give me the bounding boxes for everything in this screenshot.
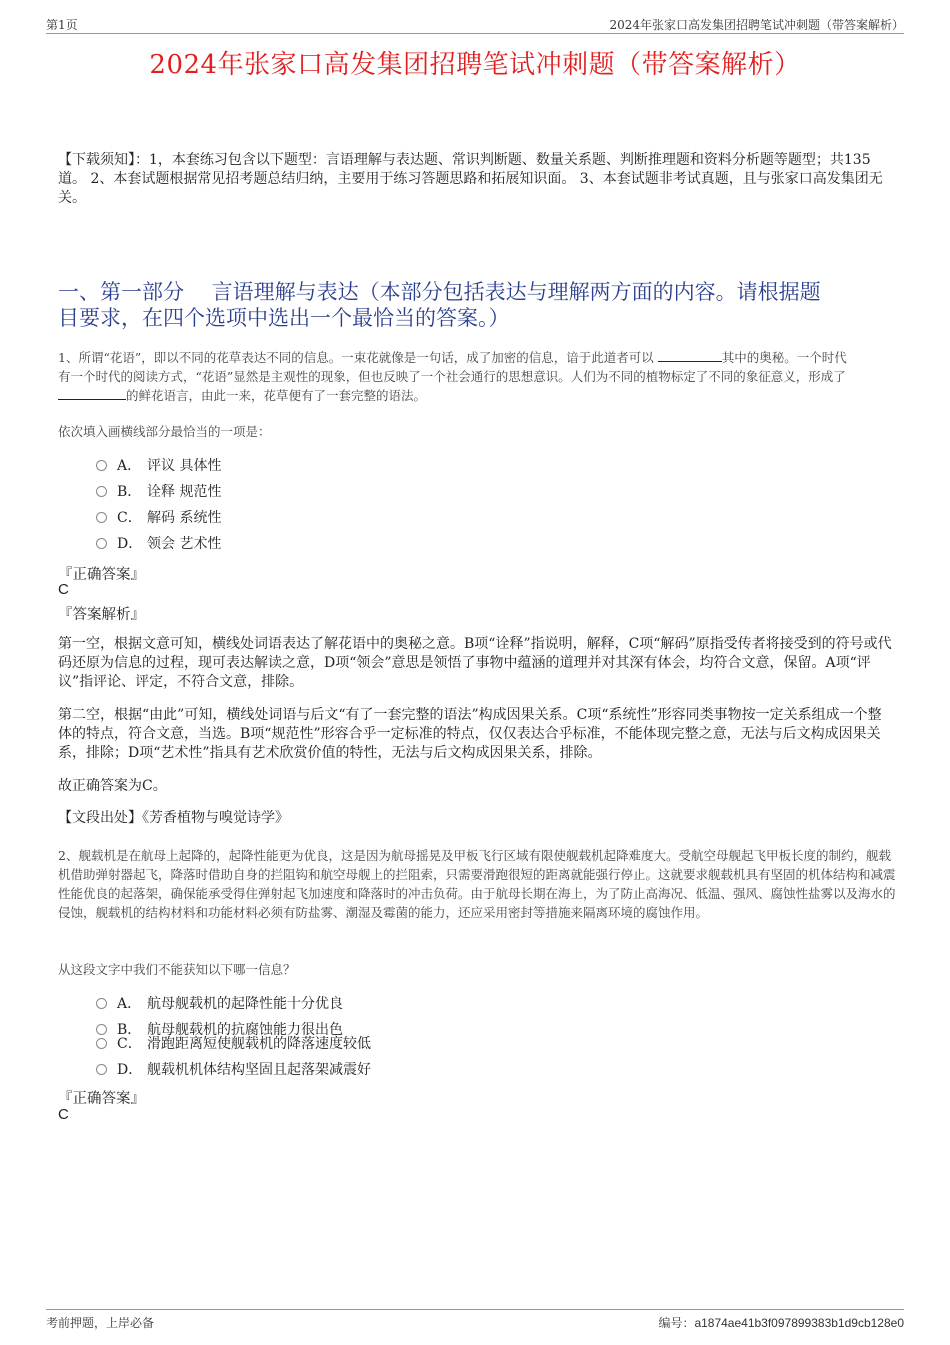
blank-2 <box>58 387 126 400</box>
question-1-text-part-b: 其中的奥秘。一个时代 <box>721 350 847 365</box>
question-1-text-part-d: 的鲜花语言，由此一来，花草便有了一套完整的语法。 <box>126 388 427 403</box>
question-2-option-c[interactable]: C． 滑跑距离短使舰载机的降落速度较低 <box>96 1034 371 1054</box>
page-title: 2024年张家口高发集团招聘笔试冲刺题（带答案解析） <box>149 50 801 80</box>
footer-divider <box>46 1309 904 1310</box>
radio-icon[interactable] <box>96 1024 107 1035</box>
footer-slogan: 考前押题，上岸必备 <box>46 1316 155 1330</box>
radio-icon[interactable] <box>96 1064 107 1075</box>
section-heading-line2: 目要求，在四个选项中选出一个最恰当的答案。） <box>58 306 510 330</box>
question-1-text-part-c: 有一个时代的阅读方式，“花语”显然是主观性的现象，但也反映了一个社会通行的思想意识。人们为不同的植物标定了不同的象征意义，形成了 <box>58 369 846 384</box>
blank-1 <box>658 349 722 362</box>
question-1-text <box>58 348 898 405</box>
question-1-analysis-p2: 第二空，根据“由此”可知，横线处词语与后文“有了一套完整的语法”构成因果关系。C项“系统性”形容同类事物按一定关系组成一个整体的特点，符合文意，当选。B项“规范性”形容合乎一定标准的特点，仅仅表达合乎标准，不能体现完整之意，无法与后文构成因果关系，排除；D项“艺术性”指具有艺术欣赏价值的特性，无法与后文构成因果关系，排除。 <box>58 707 882 761</box>
radio-icon[interactable] <box>96 1038 107 1049</box>
question-2-prompt: 从这段文字中我们不能获知以下哪一信息？ <box>58 962 296 977</box>
question-1-analysis-p3: 故正确答案为C。 <box>58 778 167 794</box>
footer-serial-number: 编号：a1874ae41b3f097899383b1d9cb128e0 <box>658 1316 904 1330</box>
question-1-analysis-label: 『答案解析』 <box>58 607 145 623</box>
question-2-text: 2、舰载机是在航母上起降的，起降性能更为优良，这是因为航母摇晃及甲板飞行区域有限使舰载机起降难度大。受航空母舰起飞甲板长度的制约，舰载机借助弹射器起飞，降落时借助自身的拦阻钩和航空母舰上的拦阻索，只需要滑跑很短的距离就能强行停止。这就要求舰载机具有坚固的机体结构和减震性能优良的起落架，确保能承受得住弹射起飞加速度和降落时的冲击负荷。由于航母长期在海上，为了防止高海况、低温、强风、腐蚀性盐雾以及海水的侵蚀，舰载机的结构材料和功能材料必须有防盐雾、潮湿及霉菌的能力，还应采用密封等措施来隔离环境的腐蚀作用。 <box>58 848 896 920</box>
header-doc-title: 2024年张家口高发集团招聘笔试冲刺题（带答案解析） <box>609 18 904 32</box>
question-2-answer: C <box>58 1106 69 1123</box>
question-1-text-part-a: 1、所谓“花语”，即以不同的花草表达不同的信息。一束花就像是一句话，成了加密的信息，谙于此道者可以 <box>58 350 654 365</box>
section-heading-line1: 一、第一部分 言语理解与表达（本部分包括表达与理解两方面的内容。请根据题 <box>58 280 821 304</box>
question-1-answer: C <box>58 581 69 598</box>
question-2-option-b[interactable]: B． 航母舰载机的抗腐蚀能力很出色 <box>96 1020 343 1040</box>
question-1-source: 【文段出处】《芳香植物与嗅觉诗学》 <box>58 810 289 826</box>
question-1-option-b[interactable]: B． 诠释 规范性 <box>96 482 221 502</box>
question-1-option-c[interactable]: C． 解码 系统性 <box>96 508 221 528</box>
question-1-option-d[interactable]: D． 领会 艺术性 <box>96 534 221 554</box>
question-1-option-a[interactable]: A． 评议 具体性 <box>96 456 221 476</box>
radio-icon[interactable] <box>96 538 107 549</box>
radio-icon[interactable] <box>96 486 107 497</box>
header-divider <box>46 33 904 34</box>
question-1-answer-label: 『正确答案』 <box>58 567 145 583</box>
download-notice: 【下载须知】：1，本套练习包含以下题型：言语理解与表达题、常识判断题、数量关系题、判断推理题和资料分析题等题型；共135道。 2、本套试题根据常见招考题总结归纳，主要用于练习答题思路和拓展知识面。 3、本套试题非考试真题，且与张家口高发集团无关。 <box>58 152 883 206</box>
question-1-analysis-p1: 第一空，根据文意可知，横线处词语表达了解花语中的奥秘之意。B项“诠释”指说明，解释，C项“解码”原指受传者将接受到的符号或代码还原为信息的过程，现可表达解读之意，D项“领会”意思是领悟了事物中蕴涵的道理并对其深有体会，均符合文意，保留。A项“评议”指评论、评定，不符合文意，排除。 <box>58 636 892 690</box>
radio-icon[interactable] <box>96 998 107 1009</box>
radio-icon[interactable] <box>96 460 107 471</box>
question-2-answer-label: 『正确答案』 <box>58 1091 145 1107</box>
radio-icon[interactable] <box>96 512 107 523</box>
question-2-option-a[interactable]: A． 航母舰载机的起降性能十分优良 <box>96 994 343 1014</box>
header-page-number: 第1页 <box>46 18 78 32</box>
question-2-option-d[interactable]: D． 舰载机机体结构坚固且起落架减震好 <box>96 1060 371 1080</box>
question-1-prompt: 依次填入画横线部分最恰当的一项是： <box>58 424 271 439</box>
